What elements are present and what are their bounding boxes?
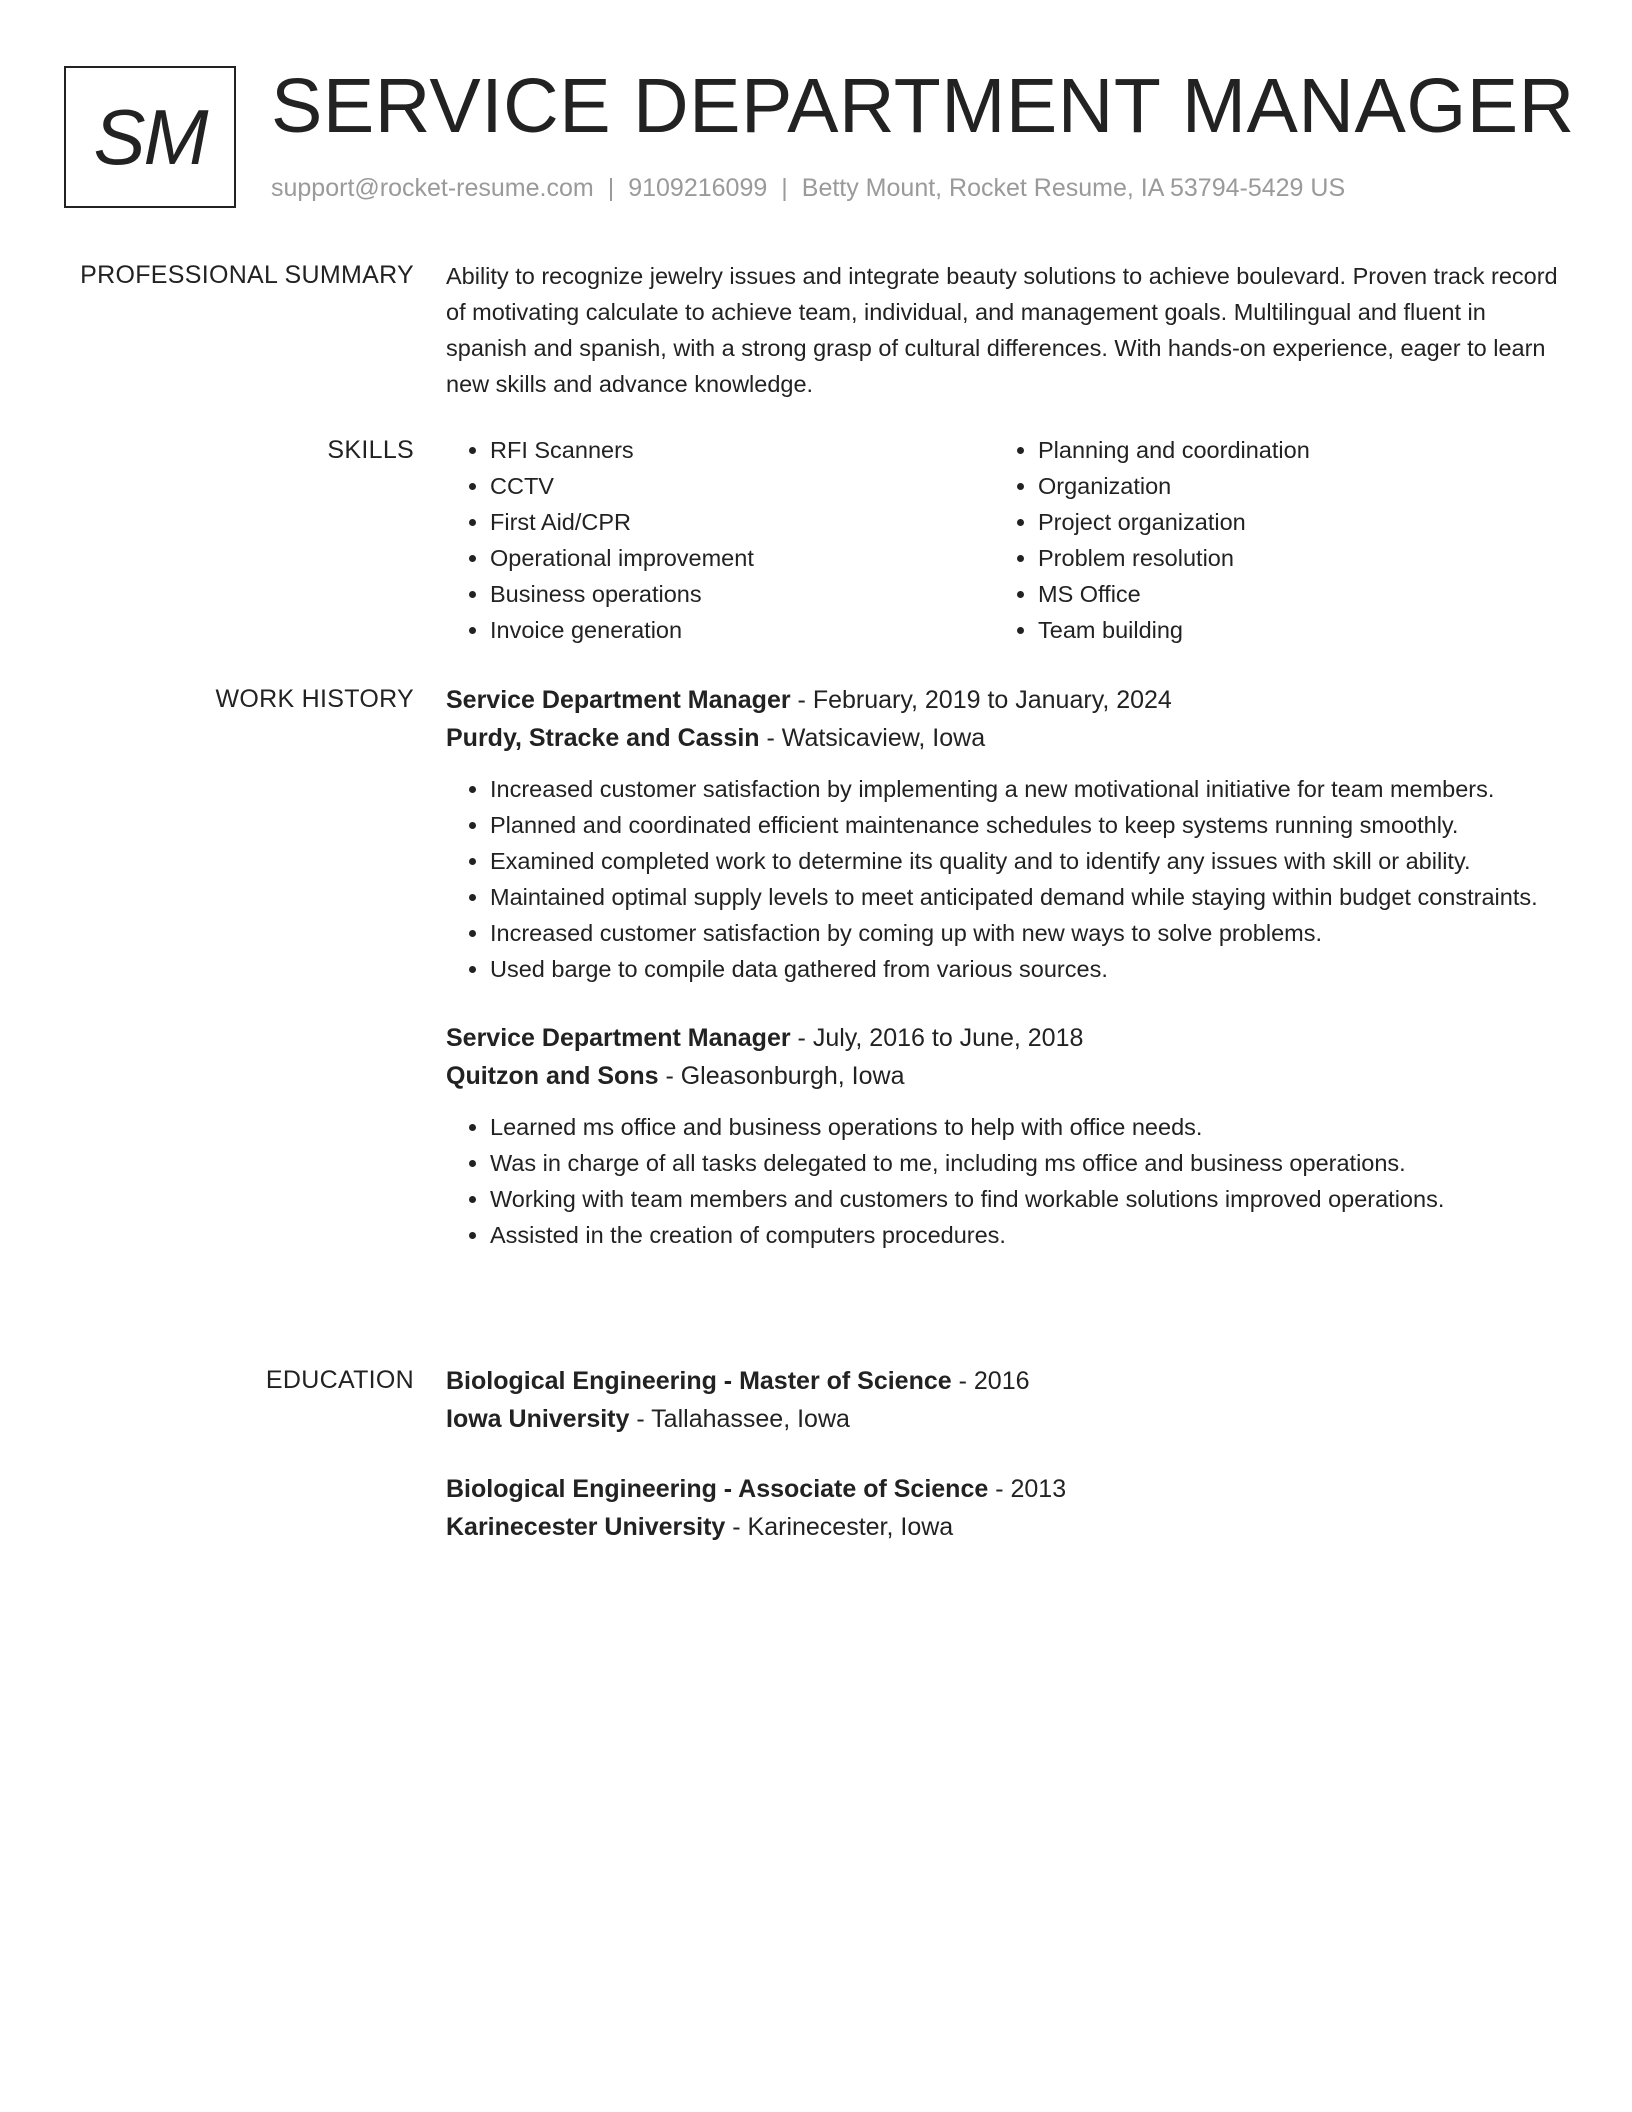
monogram-initials: SM [93,92,207,181]
skill-item: • RFI Scanners [490,432,994,468]
job-bullet: • Learned ms office and business operations to help with office needs. [490,1109,1568,1145]
education-degree-line [446,1470,1568,1508]
job-bullet: • Increased customer satisfaction by implementing a new motivational initiative for team members. [490,771,1568,807]
skills-label: SKILLS [327,436,414,464]
job-title-line [446,1019,1568,1057]
skill-item: • Organization [1038,468,1542,504]
job-entry [446,1019,1568,1253]
education-label: EDUCATION [265,1366,414,1394]
job-bullet: • Increased customer satisfaction by coming up with new ways to solve problems. [490,915,1568,951]
summary-body [446,258,1568,402]
skill-item: • CCTV [490,468,994,504]
skills-list-right [994,432,1542,648]
job-bullet: • Examined completed work to determine its quality and to identify any issues with skill or ability. [490,843,1568,879]
contact-separator: | [607,174,615,202]
job-company: Purdy, Stracke and Cassin [446,724,760,752]
job-title-line [446,681,1568,719]
skills-column-right [994,432,1542,648]
job-location: - Watsicaview, Iowa [766,724,986,752]
contact-separator: | [781,174,788,202]
summary-text: Ability to recognize jewelry issues and integrate beauty solutions to achieve boulevard. Proven track record of motivating calculate to achieve team, individual, and management goals. Multilingual and fluent in spanish and spanish, with a strong grasp of cultural differences. With hands-on experience, eager to learn new skills and advance knowledge. [446,263,1558,397]
contact-address: Betty Mount, Rocket Resume, IA 53794-5429 US [801,174,1346,202]
education-degree-line [446,1362,1568,1400]
skill-item: • Project organization [1038,504,1542,540]
job-bullet: • Was in charge of all tasks delegated to me, including ms office and business operations. [490,1145,1568,1181]
skill-item: • Problem resolution [1038,540,1542,576]
job-bullet: • Assisted in the creation of computers procedures. [490,1217,1568,1253]
skills-column-left [446,432,994,648]
job-title: Service Department Manager [446,1024,791,1052]
job-company-line [446,719,1568,757]
education-school: Karinecester University [446,1513,726,1541]
job-company-line [446,1057,1568,1095]
skill-item: • Invoice generation [490,612,994,648]
work-history-label: WORK HISTORY [215,685,414,713]
job-bullet: • Planned and coordinated efficient maintenance schedules to keep systems running smoothly. [490,807,1568,843]
skill-item: • Team building [1038,612,1542,648]
job-bullet: • Maintained optimal supply levels to meet anticipated demand while staying within budget constraints. [490,879,1568,915]
job-entry [446,681,1568,987]
education-school: Iowa University [446,1405,630,1433]
education-location: - Tallahassee, Iowa [636,1405,850,1433]
skill-item: • Business operations [490,576,994,612]
education-entry [446,1470,1568,1546]
contact-email: support@rocket-resume.com [271,174,594,202]
job-bullets [446,771,1568,987]
skill-item: • MS Office [1038,576,1542,612]
summary-label: PROFESSIONAL SUMMARY [80,261,414,289]
resume-header [64,63,1575,212]
job-bullet: • Used barge to compile data gathered from various sources. [490,951,1568,987]
education-degree: Biological Engineering - Master of Science [446,1367,952,1395]
education-school-line [446,1400,1568,1438]
resume-title: SERVICE DEPARTMENT MANAGER [271,63,1575,149]
job-dates: - February, 2019 to January, 2024 [797,686,1172,714]
skills-grid [446,432,1568,648]
education-location: - Karinecester, Iowa [732,1513,954,1541]
education-year: - 2016 [958,1367,1030,1395]
skills-body [446,432,1568,648]
job-bullet: • Working with team members and customers to find workable solutions improved operations. [490,1181,1568,1217]
skill-item: • Planning and coordination [1038,432,1542,468]
skills-list-left [446,432,994,648]
job-company: Quitzon and Sons [446,1062,659,1090]
contact-line [271,174,1345,203]
education-school-line [446,1508,1568,1546]
work-history-body [446,681,1568,1253]
skill-item: • Operational improvement [490,540,994,576]
job-bullets [446,1109,1568,1253]
contact-phone: 9109216099 [628,174,768,202]
job-dates: - July, 2016 to June, 2018 [797,1024,1084,1052]
monogram-box [64,66,236,208]
job-location: - Gleasonburgh, Iowa [665,1062,905,1090]
education-degree: Biological Engineering - Associate of Science [446,1475,989,1503]
education-body [446,1362,1568,1546]
education-year: - 2013 [995,1475,1067,1503]
job-title: Service Department Manager [446,686,791,714]
skill-item: • First Aid/CPR [490,504,994,540]
education-entry [446,1362,1568,1438]
